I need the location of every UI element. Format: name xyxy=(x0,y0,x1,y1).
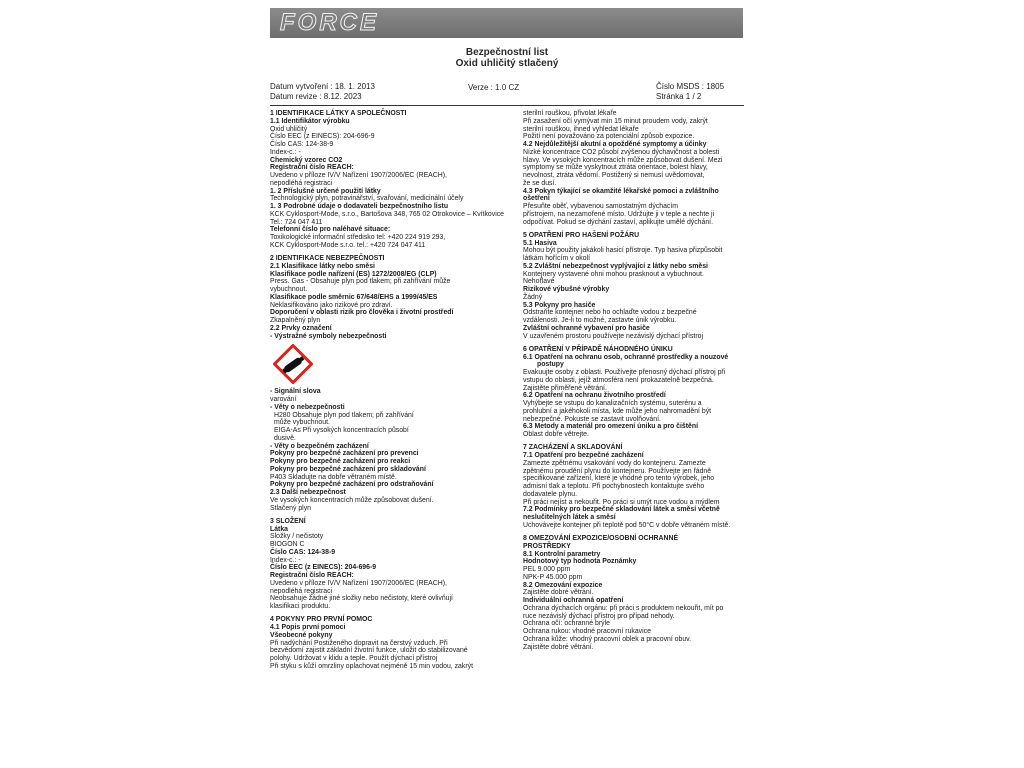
right-line: Odstraňte kontejner nebo ho ochlaďte vodou z bezpečné xyxy=(523,309,697,317)
left-line: Klasifikace podle směrnic 67/648/EHS a 1999/45/ES xyxy=(270,293,438,301)
right-line: odpočívat. Pokud se dýchání zastaví, aplikujte umělé dýchání. xyxy=(523,218,713,226)
left-line: Neobsahuje žádné jiné složky nebo nečistoty, které ovlivňují xyxy=(270,595,453,603)
page-number: Stránka 1 / 2 xyxy=(656,92,702,101)
left-line: Číslo EEC (z EINECS): 204-696-9 xyxy=(270,133,375,141)
right-line: sterilní rouškou, přivolat lékaře xyxy=(523,110,617,117)
left-line: Pokyny pro bezpečné zacházení pro reakci xyxy=(270,458,411,465)
right-line: symptomy se může vyskytnout ztráta orientace, bolest hlavy, xyxy=(523,164,708,172)
right-line: PEL 9.000 ppm xyxy=(523,566,571,573)
left-line: nepodléhá registraci xyxy=(270,179,333,187)
right-line: Ochrana kůže: vhodný pracovní oblek a pracovní obuv. xyxy=(523,635,692,643)
left-line: Při nadýchání Postiženého dopravit na čerstvý vzduch. Při xyxy=(270,639,448,647)
revision-date: Datum revize : 8.12. 2023 xyxy=(270,92,362,101)
left-line: Pokyny pro bezpečné zacházení pro skladování xyxy=(270,465,426,473)
document-title xyxy=(270,47,744,69)
left-line: Chemický vzorec CO2 xyxy=(270,156,343,164)
left-line: Všeobecné pokyny xyxy=(270,631,333,639)
left-line: bezvědomí zajistit základní životní funkce, uložit do stabilizované xyxy=(270,647,468,655)
left-line: 1.1 Identifikátor výrobku xyxy=(270,117,350,125)
title-line-1: Bezpečnostní list xyxy=(465,47,549,58)
right-line: Zajistěte přiměřené větrání. xyxy=(523,384,607,392)
left-line: P403 Skladujte na dobře větraném místě. xyxy=(270,473,397,481)
right-line: 5.2 Zvláštní nebezpečnost vyplývající z látky nebo směsi xyxy=(523,262,708,270)
header-divider xyxy=(270,105,744,106)
right-line: 7 ZACHÁZENÍ A SKLADOVÁNÍ xyxy=(523,444,623,452)
left-line: - Výstražné symboly nebezpečnosti xyxy=(270,332,387,340)
left-line: Neklasifikováno jako rizikové pro zdraví. xyxy=(270,301,393,309)
right-line: specifikované zařízení, které je vhodné pro tento výrobek, jeho xyxy=(523,475,715,483)
left-line: KCK Cyklosport-Mode, s.r.o., Bartošova 348, 765 02 Otrokovice – Kvítkovice xyxy=(270,210,505,218)
right-line: Ochrana rukou: vhodné pracovní rukavice xyxy=(523,628,651,635)
right-line: Ochrana očí: ochranné brýle xyxy=(523,620,610,628)
right-line: hlavy. Ve vysokých koncentracích může způsobovat dušení. Mezi xyxy=(523,156,723,164)
left-column xyxy=(270,110,515,671)
brand-banner xyxy=(270,8,743,38)
left-line: Pokyny pro bezpečné zacházení pro prevenci xyxy=(270,450,419,458)
right-line: PROSTŘEDKY xyxy=(523,542,571,550)
right-line: že se dusí. xyxy=(523,179,557,187)
ghs04-gas-cylinder-icon xyxy=(273,344,313,384)
right-line: Žádný xyxy=(523,293,543,301)
right-line: ruce nezávislý dýchací přístroj pro případ nehody. xyxy=(523,612,675,620)
left-line: varování xyxy=(270,396,297,403)
left-line: EIGA-As Při vysokých koncentracích působí xyxy=(274,427,409,434)
left-line: 4.1 Popis první pomoci xyxy=(270,624,346,631)
right-line: 6 OPATŘENÍ V PŘÍPADĚ NÁHODNÉHO ÚNIKU xyxy=(523,345,673,353)
right-line: 5.1 Hasiva xyxy=(523,239,557,247)
left-line: 3 SLOŽENÍ xyxy=(270,517,306,525)
left-line: Uvedeno v příloze IV/V Nařízení 1907/2006/EC (REACH), xyxy=(270,172,447,179)
right-line: ošetření xyxy=(523,195,550,203)
right-line: 8.1 Kontrolní parametry xyxy=(523,550,601,558)
right-line: Rizikové výbušné výrobky xyxy=(523,286,610,293)
right-line: 7.2 Podmínky pro bezpečné skladování látek a směsí včetně xyxy=(523,506,720,514)
left-line: 1. 2 Příslušné určené použití látky xyxy=(270,187,381,195)
left-line: Číslo EEC (z EINECS): 204-696-9 xyxy=(270,564,377,572)
left-line: - Věty o nebezpečnosti xyxy=(270,403,345,411)
right-line: Individuální ochranná opatření xyxy=(523,597,624,604)
left-line: 4 POKYNY PRO PRVNÍ POMOC xyxy=(270,616,373,624)
right-line: Uchovávejte kontejner při teplotě pod 50°C v dobře větraném místě. xyxy=(523,521,731,529)
right-line: zpětnému proudění plynu do kontejneru. Používejte jen řádně xyxy=(523,467,712,475)
right-line: Kontejnery vystavené ohni mohou prasknout a vybuchnout. xyxy=(523,270,704,278)
right-line: Vyhýbejte se vstupu do kanalizačních systému, suterénu a xyxy=(523,400,702,407)
left-line: Uvedeno v příloze IV/V Nařízení 1907/2006/EC (REACH), xyxy=(270,579,447,587)
left-line: vybuchnout. xyxy=(270,286,308,293)
right-line: 6.2 Opatření na ochranu životního prostředí xyxy=(523,392,666,400)
left-line: nepodléhá registraci xyxy=(270,587,333,595)
right-line: Evakuujte osoby z oblasti. Používejte přenosný dýchací přístroj při xyxy=(523,369,726,376)
right-line: 7.1 Opatření pro bezpečné zacházení xyxy=(523,452,644,459)
right-line: vstupu do oblasti, jejíž atmosféra není prokazatelně bezpečná. xyxy=(523,376,714,384)
right-line: sterilní rouškou, ihned vyhledat lékaře xyxy=(523,125,639,133)
right-line: 6.1 Opatření na ochranu osob, ochranné prostředky a nouzové xyxy=(523,353,729,361)
right-line: postupy xyxy=(537,361,564,369)
left-line: 1. 3 Podrobné údaje o dodavateli bezpečnostního listu xyxy=(270,203,449,210)
right-column xyxy=(523,110,748,651)
left-line: Toxikologické informační středisko tel: +420 224 919 293, xyxy=(270,234,446,241)
right-line: Požití není považováno za potenciální způsob expozice. xyxy=(523,133,695,141)
right-line: Zajistěte dobré větrání. xyxy=(523,589,594,597)
left-line: 2.2 Prvky označení xyxy=(270,324,332,332)
left-line: - Signální slova xyxy=(270,388,321,396)
right-line: 4.3 Pokyn týkající se okamžité lékařské pomoci a zvláštního xyxy=(523,187,719,195)
left-line: BIOGON C xyxy=(270,541,305,548)
left-line: Press. Gas - Obsahuje plyn pod tlakem; při zahřívání může xyxy=(270,278,451,286)
left-line: 2.1 Klasifikace látky nebo směsi xyxy=(270,262,375,270)
left-line: Technologický plyn, potravinářství, svařování, medicinální účely xyxy=(270,195,464,203)
right-line: neslučitelných látek a směsí xyxy=(523,514,616,521)
left-line: 1 IDENTIFIKACE LÁTKY A SPOLEČNOSTI xyxy=(270,110,407,117)
left-line: Registrační číslo REACH: xyxy=(270,164,354,172)
right-line: Zamezte zpětnému vsakování vody do kontejneru. Zamezte xyxy=(523,459,706,467)
title-line-2: Oxid uhličitý stlačený xyxy=(455,58,559,69)
right-line: Při práci nejíst a nekouřit. Po práci si umýt ruce vodou a mýdlem xyxy=(523,498,720,506)
right-line: Ochrana dýchacích orgánu: při práci s produktem nekouřit, mít po xyxy=(523,604,724,612)
left-line: Telefonní číslo pro naléhavé situace: xyxy=(270,226,391,234)
right-line: Zajistěte dobré větrání. xyxy=(523,643,594,651)
left-line: Pokyny pro bezpečné zacházení pro odstraňování xyxy=(270,481,434,489)
left-line: 2.3 Další nebezpečnost xyxy=(270,489,346,496)
left-line: Ve vysokých koncentracích může způsobovat dušení. xyxy=(270,496,434,504)
right-line: látkám hořícím v okolí xyxy=(523,255,591,262)
right-line: 8.2 Omezování expozice xyxy=(523,581,603,589)
left-line: může vybuchnout. xyxy=(274,419,330,427)
right-line: Nehořlavé xyxy=(523,278,555,286)
created-date: Datum vytvoření : 18. 1. 2013 xyxy=(270,82,375,91)
right-line: vzdálenosti. Je-li to možné, zastavte únik výrobku. xyxy=(523,317,677,324)
left-line: klasifikaci produktu. xyxy=(270,603,331,610)
right-line: 8 OMEZOVÁNÍ EXPOZICE/OSOBNÍ OCHRANNÉ xyxy=(523,535,679,542)
left-line: Při styku s kůží omrzliny oplachovat nejméně 15 min vodou, zakrýt xyxy=(270,662,473,670)
right-line: 4.2 Nejdůležitější akutní a opožděné symptomy a účinky xyxy=(523,141,707,148)
left-line: - Věty o bezpečném zacházení xyxy=(270,442,369,450)
right-line: 6.3 Metody a materiál pro omezení úniku a pro čištění xyxy=(523,423,698,431)
right-line: nebezpečné. Pokuste se zastavit uvolňování. xyxy=(523,415,661,423)
left-line: Oxid uhličitý xyxy=(270,125,308,133)
left-line: Zkapalněný plyn xyxy=(270,317,321,324)
right-line: nevolnost, ztráta vědomí. Postižený si nemusí uvědomovat, xyxy=(523,172,705,179)
left-line: Látka xyxy=(270,525,289,533)
left-line: KCK Cyklosport-Mode s.r.o. tel.: +420 724 047 411 xyxy=(270,241,426,249)
right-line: Zvláštní ochranné vybavení pro hasiče xyxy=(523,324,650,332)
right-line: prohlubní a jakéhokoli místa, kde může jeho nahromadění být xyxy=(523,407,712,415)
right-line: dodavatele plynu. xyxy=(523,490,578,498)
left-line: dusivě. xyxy=(274,434,296,442)
right-line: admisní tlak a teplotu. Při pochybnostech kontaktujte svého xyxy=(523,483,705,490)
msds-number: Číslo MSDS : 1805 xyxy=(656,82,725,91)
right-line: přístrojem, na nezamořené místo. Udržujte ji v teple a nechte ji xyxy=(523,210,715,218)
right-line: Nízké koncentrace CO2 působí zvýšenou dýchavičnost a bolesti xyxy=(523,148,720,156)
left-line: Číslo CAS: 124-38-9 xyxy=(270,141,334,148)
version: Verze : 1.0 CZ xyxy=(468,83,520,92)
left-line: Složky / nečistoty xyxy=(270,533,324,541)
right-line: 5 OPATŘENÍ PRO HAŠENÍ POŽÁRU xyxy=(523,231,640,239)
left-line: polohy. Udržovat v klidu a teple. Použít dýchací přístroj xyxy=(270,655,438,662)
right-line: V uzavřeném prostoru používejte nezávislý dýchací přístroj xyxy=(523,332,704,340)
right-line: Při zasažení očí vymývat min 15 minut proudem vody, zakrýt xyxy=(523,117,708,125)
left-line: Klasifikace podle nařízení (ES) 1272/2008/EG (CLP) xyxy=(270,270,437,278)
left-line: H280 Obsahuje plyn pod tlakem; při zahřívání xyxy=(274,411,414,419)
right-line: Přesuňte oběť, vybavenou samostatným dýchacím xyxy=(523,203,679,210)
right-line: Hodnotový typ hodnota Poznámky xyxy=(523,558,637,566)
left-line: Index-c.: - xyxy=(270,556,301,564)
right-line: Mohou být použity jakákoli hasicí přístroje. Typ hasiva přizpůsobit xyxy=(523,247,723,255)
right-line: Oblast dobře větrejte. xyxy=(523,431,589,438)
left-line: Stlačený plyn xyxy=(270,504,311,512)
right-line: 5.3 Pokyny pro hasiče xyxy=(523,301,596,309)
right-line: NPK-P 45.000 ppm xyxy=(523,573,583,581)
brand-logo: FORCE xyxy=(280,9,379,36)
left-line: Index-c.: - xyxy=(270,148,301,156)
left-line: Registrační číslo REACH: xyxy=(270,572,354,579)
left-line: Číslo CAS: 124-38-9 xyxy=(270,548,336,556)
left-line: Doporučení v oblasti rizik pro člověka i životní prostředí xyxy=(270,309,454,317)
left-line: 2 IDENTIFIKACE NEBEZPEČNOSTI xyxy=(270,255,385,262)
left-line: Tel.: 724 047 411 xyxy=(270,218,323,226)
